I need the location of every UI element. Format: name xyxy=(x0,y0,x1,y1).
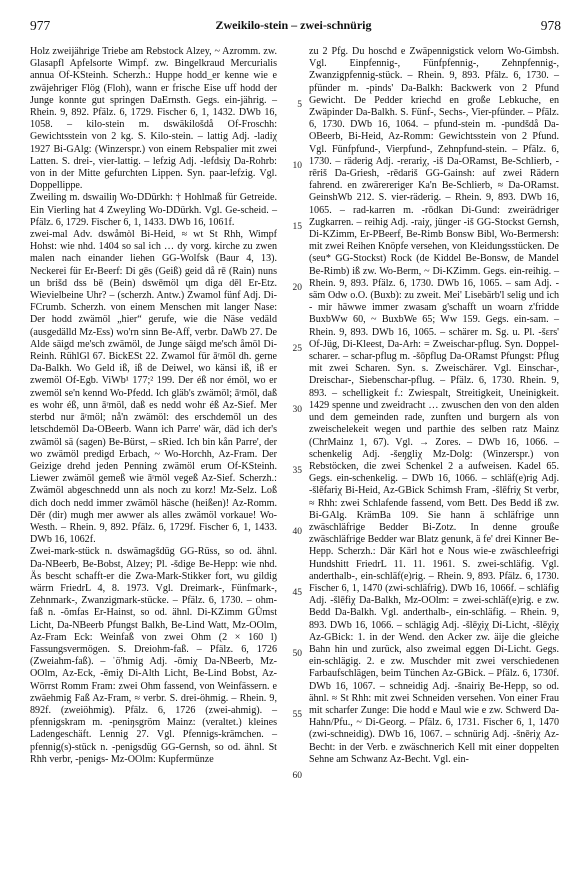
line-number: 40 xyxy=(292,527,302,537)
line-number: 5 xyxy=(297,100,302,110)
line-number: 35 xyxy=(292,466,302,476)
left-column xyxy=(30,46,277,766)
line-number: 30 xyxy=(292,405,302,415)
right-column xyxy=(309,46,559,766)
entry-zwei-mark-stueck: Zwei-mark-stück n. dswämagšdüg GG-Rüss, so od. ähnl. Da-NBeerb, Be-Bobst, Alzey; Pl. -šdige Be-Hepp: wie nhd. Äs bescht schafft-er die Zwa-Mark-Stikker fort, wu gildig wärrn FriedrL 4, 8. 1973. Vgl. Dreimark-, Fünfmark-, Zehnmark-, Zwanzigmark-stücke. – Pfälz. 6, 1730. – ohm-faß n. -õmfas Er-Hainst, so od. ähnl. Di-KZimm GÜmst Licht, Da-NBeerb Pfungst Balkh, Be-Lind Watt, Mz-OOlm, Az-Fram Eck: Weinfaß von zwei Ohm (2 × 160 l) Fassungsvermögen. S. Dreiohm-faß. – Pfälz. 6, 1726 (Zweiahm-faß). – ˈö'hmig Adj. -õmiχ Da-NBeerb, Mz-OOlm, Az-Eck, -ēmiχ Di-Alth Licht, Be-Lind Bobst, Az-Wörrst Romm Fram: zwei Ohm fassend, von Weinfässern. e zwäehmig Faß Az-Fram, ≈ verbr. S. drei-öhmig. – Rhein. 9, 892f. (zweiöhmig). Pfälz. 6, 1726 (zwei-ahmig). – pfennigskram m. -peniŋsgröm Mainz: (veraltet.) kleines Ladengeschäft. Lennig 27. Vgl. Pfennigs-krämchen. – pfennig(s)-stück n. -penigsdüg GG-Gernsh, so od. ähnl. St Rhh verbr, -penigs- Mz-OOlm: Kupfermünze xyxy=(30,546,277,765)
entry-zwei-pfennig-cont: zu 2 Pfg. Du hoschd e Zwäpennigstick velorn Wo-Gimbsh. Vgl. Einpfennig-, Fünfpfennig-, Zehnpfennig-, Zwanzigpfennig-stück. – Rhein. 9, 893. Pfälz. 6, 1730. – pfünder m. -pinds' Da-Balkh: Backwerk von 2 Pfund Gewicht. De Pedder kriechd en große Lebkuche, en Zwäpinder Da-Balkh. S. Fünf-, Sechs-, Vier-pfünder. – Pfälz. 6, 1730. DWb 16, 1064. – pfund-stein m. -pundšdå Da-OBeerb, Bi-Heid, Az-Romm: Gewichtsstein von 2 Pfund. Vgl. Fünfpfund-, Vierpfund-, Zehnpfund-stein. – Pfälz. 6, 1730. – räderig Adj. -rerariχ, -iš Da-ORamst, Be-Schlierb, -rēriš Da-Griesh, -rēdariš GG-Gainsh: auf zwei Rädern fahrend. en zwärereriger Ka'n Be-Schlierb, ≈ Da-ORamst. GeinshWb 212. S. vier-räderig. – Rhein. 9, 893. DWb 16, 1065. – rad-karren m. -rōdkan Di-Gund: zweirädriger Zugkarren. – reihig Adj. -raiχ, jünger -iš GG-Stockst Gernsh, Di-KZimm, Er-PBeerf, Be-Rimb Bonsw Bibl, Wo-Bermersh: mit zwei Reihen Knöpfe versehen, von Kleidungsstücken. De (seu* GG-Stockst) Rock (de Kiddel Be-Bonsw, de Mandel Be-Rimb) iß zw. Wo-Berm, ~ Di-KZimm. Gegs. ein-reihig. – Rhein. 9, 893. Pfälz. 6, 1730. DWb 16, 1065. – sam Adj. -säm Odw o.O. (Buxb): zu zweit. Mei' Lisebärb'l selig und ich - mir häwwe immer zwasam g'schafft un woarn z'fridde BuxbWw 60, ~ BuxbWe 65; Ww 159. Gegs. ein-sam. – Rhein. 9, 893. DWb 16, 1065. – schärer m. Sg. u. Pl. -šɛrs' Of-Jüg, Di-Kleest, Da-Arh: = Zweischar-pflug. Syn. Doppel-scharer. – schar-pflug m. -šōpflug Da-ORamst Pfungst: Pflug mit zwei Scharen. Syn. s. Zweischärer. Vgl. Einschar-, Dreischar-, Siebenschar-pflug. – Pfälz. 6, 1730. Rhein. 9, 893. – schelligkeit f.: Zwiespalt, Streitigkeit, Uneinigkeit. 1429 spenne und zweidracht … zwuschen den von den alden und dem gemeinden rade, zunften und burgern als von zweischelekeit wegen und parthie des selben ratz Mainz (ChrMainz 1, 67). Vgl. → Zores. – DWb 16, 1066. – schenkelig Adj. -šeŋgliχ Mz-Dolg: (Winzerspr.) von Rebstöcken, die zwei Schenkel 2 a aufweisen. Kadel 65. Gegs. ein-schenkelig. – DWb 16, 1066. – schläf(e)rig Adj. -šlēfariχ Bi-Heid, Az-GBick Schimsh Fram, -šlēfriχ St verbr, ≈ Rhh: zwei Schlafende fassend, vom Bett. Des Bedd iß zw. Bi-GAlg. KrämBa 109. Sie hann ä schläfrige unn zwäschläfrige Bedder Bi-Zotz. In denne grouße zwäschläfrige Bedder war Blatz genunk, ä fe' drei Kinner Be-Hepp. Scherzh.: Där Kärl hot e Nous wie-e zwäschleefrigi Hundshitt FriedrL 11. 11. 1961. S. zwei-schläfig. Vgl. anderthalb-, ein-schläf(e)rig. – Rhein. 9, 893. Pfälz. 6, 1730. Fischer 6, 1, 1470 (zwi-schläfrig). DWb 16, 1066f. – schläfig Adj. -šlēfiχ Da-Balkh, Mz-OOlm: = zwei-schläf(e)rig. e zw. Bedd Da-Balkh. Vgl. anderthalb-, ein-schläfig. – Rhein. 9, 893. DWb 16, 1066. – schlägig Adj. -šlēχiχ Di-Licht, -šlēχiχ Az-GBick: 1. in der Wend. den Acker zw. äije die gleiche Bahn hin und zurück, also zweimal eggen Di-Licht. Gegs. ein-schlägig. 2. e zw. Muschder mit zwei verschiedenen Farbaufschlägen, beim Tünchen Az-GBick. – Pfälz. 6, 1730f. DWb 16, 1067. – schneidig Adj. -šnairiχ Be-Hepp, so od. ähnl. ≈ St Rhh: mit zwei Schneiden versehen. Von einer Frau mit scharfer Zunge: Die hodd e Maul wie e zw. Schwerd Da-Hahn/Pfu., ~ Di-Georg. – Pfälz. 6, 1731. Fischer 6, 1, 1470 (zwi-schneidig). DWb 16, 1067. – schnürig Adj. -šnēriχ Az-Becht: in der Verb. e zwäschnerich Kell mit einer doppelten Sehne am Schwanz Az-Becht. Vgl. ein- xyxy=(309,46,559,765)
running-head: Zweikilo-stein – zwei-schnürig xyxy=(215,18,372,32)
line-number: 20 xyxy=(292,283,302,293)
line-number: 60 xyxy=(292,771,302,781)
page-number-left: 977 xyxy=(30,18,51,33)
entry-zweikilo: Holz zweijährige Triebe am Rebstock Alzey, ~ Azromm. zw. Glasapfl Apfelsorte Wimpf. zw. Bingelkraud Mercurialis annua Of-KSteinh. Scherzh.: Huppe hodd_er kenne wie e zwäjehriger Flög (Floh), wann er frische Eise uff hodd der Junge konnte gut springen DaErnsth. Gegs. ein-jährig. – Rhein. 9, 892. Pfälz. 6, 1729. Fischer 6, 1, 1432. DWb 16, 1058. – kilo-stein m. dswäkilošdå Of-Froschh: Gewichtsstein von 2 kg. S. Kilo-stein. – lattig Adj. -ladiχ 1927 Bi-GAlg: (Winzerspr.) von einem Rebspalier mit zwei Latten. S. drei-, vier-lattig. – lefzig Adj. -lefdsiχ Da-Rohrb: von in der Mitte gefurchten Lippen. Syn. paar-lefzig. Vgl. Doppellippe. xyxy=(30,46,277,192)
page-number-right: 978 xyxy=(540,18,561,33)
line-number: 15 xyxy=(292,222,302,232)
line-number: 45 xyxy=(292,588,302,598)
line-number: 10 xyxy=(292,161,302,171)
page-header xyxy=(0,18,587,38)
line-number: 50 xyxy=(292,649,302,659)
entry-zweimal: zwei-mal Adv. dswåmòl Bi-Heid, ≈ wt St Rhh, Wimpf Hohst: wie nhd. 1404 so sal ich … dy vorg. kirche zu zwen malen nach einander liehen GG-Wolfsk (Baur 4, 13). Neckerei für Er-Beerf: Di gēs (Geiß) geid då rē (Rain) nuns un brišd dss bē (Bein) dswēmöl ųm diga dēl Er-Etz. Wievielbeine Uhr? – (scherzh. Antw.) Zwamol fünf Adj. Di-FCrumb. Scherzh. von einem Menschen mit langer Nase: Der hodd zwämöl „hier“ gerufe, wie die Näse vedäld (ausgedälld Mz-Ess) wo'rn sinn Be-Aff, verbr. DaWb 27. De Alde säigd me'sch zwämöl, de Junge säigd me'sch åmöl Di-Reinh. RühlGl 67. BickESt 22. Zwamol für āʳmöl dh. gerne Da-Balkh. Wo Geld iß, iß de Deiwel, wo känsi iß, iß er zwemöl Of-Egb. ViWb¹ 177;² 199. Der éß nor émöl, wo er zwemöl se'n kennd Wo-Pfedd. Ich gläb's zwämöl; āʳmöl, daß es wohr éß, unn āʳmöl, daß es nedd wohr éß Az-Sief. Mer sterbd nur āʳmöl; nå'n zwämöl: des erschdemöl un des letschdemöl Da-OBeerb. Wann ich Parre' wär, däd ich der's zwämöl sä (sagen) Be-Bürst, – sRied. Ich bin kån Parre', der wo zwämöl predigd Erbach, ~ Wo-Horchh, Az-Fram. Der Geizige drehd jeden Penning zwämöl erum Of-KSteinh. Liewer zwämöl gemeß wie āʳmöl vegeß Az-Sief. Scherzh.: Zwämöl abgeschnedd unn als noch zu korz! Mz-Selz. Loß dich doch nedd immer zwämöl häsche (heißen)! Az-Romm. Dēr (dir) mugh mer awwer als alles zwämöl vorkaue! Wo-Westh. – Rhein. 9, 892. Pfälz. 6, 1729f. Fischer 6, 1, 1433. DWb 16, 1062f. xyxy=(30,229,277,546)
entry-zweiling: Zweiling m. dswailiŋ Wo-DDürkh: † Hohlmaß für Getreide. Ein Vierling hat 4 Zweyling Wo-DDürkh. Vgl. Ge-scheid. – Pfälz. 6, 1729. Fischer 6, 1, 1433. DWb 16, 1061f. xyxy=(30,192,277,228)
line-number: 55 xyxy=(292,710,302,720)
line-number: 25 xyxy=(292,344,302,354)
